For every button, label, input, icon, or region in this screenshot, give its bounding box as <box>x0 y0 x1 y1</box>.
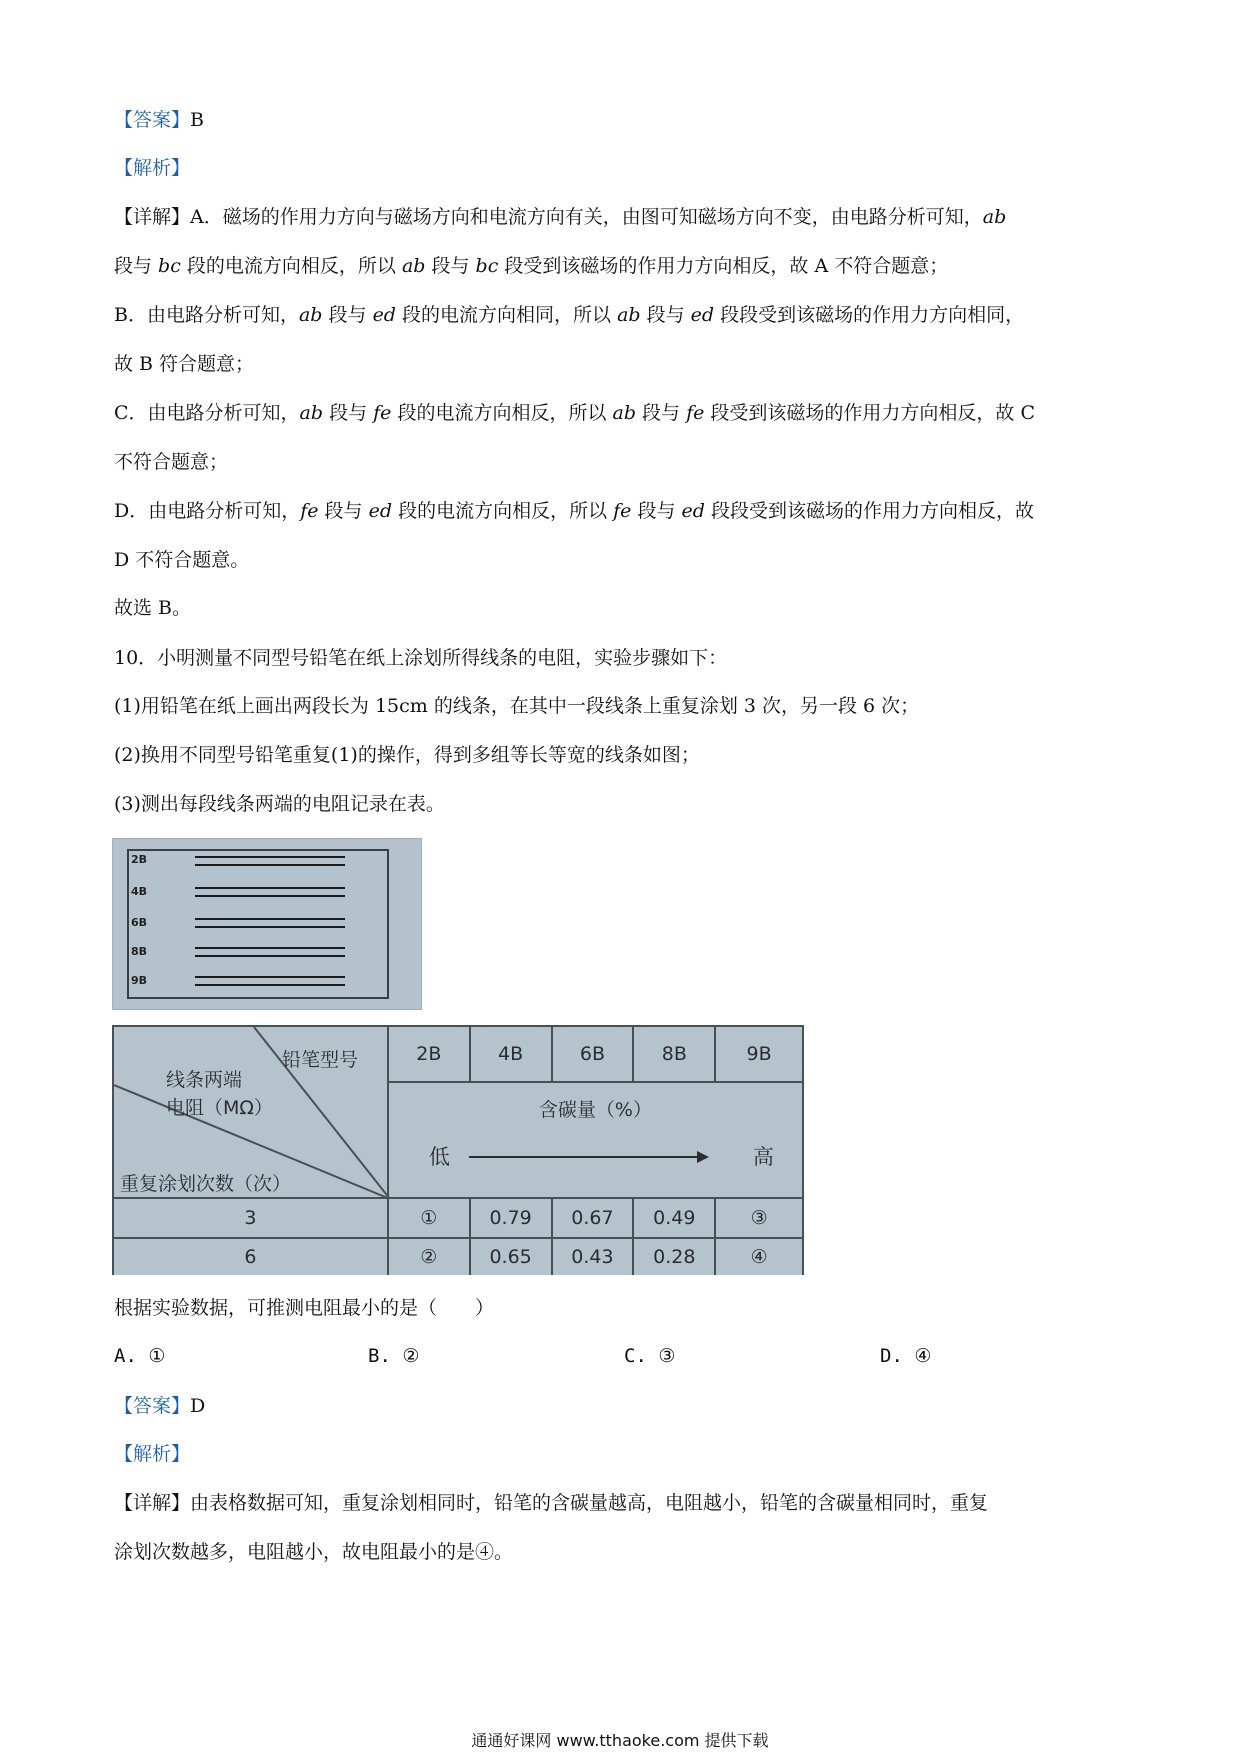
segment-label: fe <box>686 402 705 424</box>
q9-detail-line-2 <box>114 252 948 280</box>
segment-label: bc <box>475 255 499 277</box>
value-cell: ① <box>388 1198 470 1238</box>
q10-detail-line-1 <box>114 1489 988 1517</box>
question-text: 根据实验数据，可推测电阻最小的是（ ） <box>114 1297 495 1319</box>
detail-text: 段的电流方向相反，所以 <box>392 500 614 522</box>
pencil-label: 9B <box>131 974 148 987</box>
value-cell: 0.28 <box>633 1238 715 1275</box>
corner-header-count: 重复涂划次数（次） <box>120 1173 292 1195</box>
corner-header-resistance-2: 电阻（MΩ） <box>166 1097 273 1119</box>
pencil-line <box>195 984 345 986</box>
segment-label: ed <box>368 500 393 522</box>
q10-step-3 <box>114 790 445 818</box>
detail-text: 段与 <box>425 255 476 277</box>
answer-value: B <box>190 109 204 131</box>
q9-option-c-line-2 <box>114 448 228 476</box>
low-label: 低 <box>428 1145 450 1169</box>
pencil-label: 4B <box>131 885 148 898</box>
pencil-line <box>195 864 345 866</box>
detail-text: A．磁场的作用力方向与磁场方向和电流方向有关，由图可知磁场方向不变，由电路分析可知， <box>190 206 983 228</box>
pencil-label: 2B <box>131 853 148 866</box>
pencil-label: 6B <box>131 916 148 929</box>
step-text: (2)换用不同型号铅笔重复(1)的操作，得到多组等长等宽的线条如图； <box>114 744 700 766</box>
q10-analysis-tag <box>114 1440 190 1468</box>
step-text: (1)用铅笔在纸上画出两段长为 15cm 的线条，在其中一段线条上重复涂划 3 次，另一段 6 次； <box>114 695 920 717</box>
q9-analysis-tag <box>114 154 190 182</box>
table-corner-cell <box>113 1026 388 1198</box>
model-header: 2B <box>388 1026 470 1082</box>
value-cell: 0.49 <box>633 1198 715 1238</box>
model-header: 8B <box>633 1026 715 1082</box>
pencil-line <box>195 955 345 957</box>
detail-text: 段与 <box>631 500 682 522</box>
value-cell: ② <box>388 1238 470 1275</box>
detail-text: 段与 <box>114 255 159 277</box>
analysis-tag: 【解析】 <box>114 157 191 179</box>
pencil-line <box>195 918 345 920</box>
pencil-line <box>195 887 345 889</box>
segment-label: fe <box>300 500 319 522</box>
q10-step-1 <box>114 692 919 720</box>
stem-text: 10．小明测量不同型号铅笔在纸上涂划所得线条的电阻，实验步骤如下： <box>114 647 728 669</box>
page-footer: 通通好课网 www.tthaoke.com 提供下载 <box>471 1731 769 1750</box>
value-cell: 0.43 <box>552 1238 634 1275</box>
detail-text: 段与 <box>318 500 369 522</box>
value-cell: ③ <box>715 1198 803 1238</box>
detail-text: 段段受到该磁场的作用力方向相反，故 <box>704 500 1034 522</box>
corner-header-model: 铅笔型号 <box>282 1049 359 1071</box>
detail-text: 段段受到该磁场的作用力方向相同， <box>714 304 1025 326</box>
arrow-icon <box>469 1147 709 1167</box>
detail-text: B．由电路分析可知， <box>114 304 299 326</box>
segment-label: ab <box>401 255 426 277</box>
option-b[interactable]: B. ② <box>368 1345 420 1367</box>
segment-label: ab <box>299 402 324 424</box>
segment-label: ab <box>612 402 637 424</box>
option-c[interactable]: C. ③ <box>624 1345 676 1367</box>
detail-tag: 【详解】 <box>114 1492 191 1514</box>
q9-option-b-line-2 <box>114 350 254 378</box>
detail-tag: 【详解】 <box>114 206 191 228</box>
detail-text: 段与 <box>322 304 373 326</box>
analysis-tag: 【解析】 <box>114 1443 191 1465</box>
count-cell: 6 <box>113 1238 388 1275</box>
pencil-line <box>195 895 345 897</box>
carbon-label: 含碳量（%） <box>538 1099 652 1121</box>
option-a[interactable]: A. ① <box>114 1345 166 1367</box>
detail-text: 不符合题意； <box>114 451 229 473</box>
q9-option-d-line-1 <box>114 497 1034 525</box>
segment-label: fe <box>373 402 392 424</box>
answer-tag: 【答案】 <box>114 1395 191 1417</box>
step-text: (3)测出每段线条两端的电阻记录在表。 <box>114 793 445 815</box>
q9-option-d-line-2 <box>114 546 249 574</box>
count-cell: 3 <box>113 1198 388 1238</box>
detail-text: 段的电流方向相反，所以 <box>180 255 402 277</box>
pencil-line <box>195 976 345 978</box>
q10-step-2 <box>114 741 700 769</box>
q9-answer <box>114 106 204 134</box>
detail-text: 段的电流方向相反，所以 <box>391 402 613 424</box>
segment-label: ed <box>372 304 396 326</box>
value-cell: 0.67 <box>552 1198 634 1238</box>
corner-header-resistance-1: 线条两端 <box>166 1069 243 1091</box>
detail-text: 段与 <box>636 402 687 424</box>
q10-question <box>114 1294 494 1322</box>
value-cell: 0.79 <box>470 1198 552 1238</box>
high-label: 高 <box>752 1145 774 1169</box>
segment-label: ab <box>982 206 1007 228</box>
detail-text: 段与 <box>323 402 374 424</box>
detail-text: 段与 <box>640 304 691 326</box>
pencil-line <box>195 926 345 928</box>
segment-label: ed <box>681 500 705 522</box>
q9-option-b-line-1 <box>114 301 1024 329</box>
value-cell: ④ <box>715 1238 803 1275</box>
answer-tag: 【答案】 <box>114 109 191 131</box>
resistance-table <box>112 1025 804 1275</box>
model-header: 4B <box>470 1026 552 1082</box>
detail-text: 段的电流方向相同，所以 <box>395 304 618 326</box>
detail-text: 故 B 符合题意； <box>114 353 255 375</box>
q9-option-c-line-1 <box>114 399 1035 427</box>
detail-text: 段受到该磁场的作用力方向相反，故 A 不符合题意； <box>498 255 949 277</box>
detail-text: D．由电路分析可知， <box>114 500 301 522</box>
detail-text: 由表格数据可知，重复涂划相同时，铅笔的含碳量越高，电阻越小，铅笔的含碳量相同时，重复 <box>190 1492 989 1514</box>
q9-detail-line-1 <box>114 203 1006 231</box>
segment-label: ab <box>617 304 641 326</box>
segment-label: fe <box>613 500 632 522</box>
detail-text: D 不符合题意。 <box>114 549 250 571</box>
answer-value: D <box>190 1395 206 1417</box>
model-header: 6B <box>552 1026 634 1082</box>
conclusion-text: 故选 B。 <box>114 597 192 619</box>
pencil-lines-photo <box>112 838 422 1010</box>
segment-label: ab <box>298 304 323 326</box>
q10-detail-line-2 <box>114 1538 513 1566</box>
detail-text: 涂划次数越多，电阻越小，故电阻最小的是④。 <box>114 1541 514 1563</box>
option-d[interactable]: D. ④ <box>880 1345 932 1367</box>
segment-label: bc <box>158 255 181 277</box>
resistance-table-photo <box>112 1025 804 1275</box>
detail-text: C．由电路分析可知， <box>114 402 300 424</box>
q10-answer <box>114 1392 205 1420</box>
pencil-line <box>195 947 345 949</box>
pencil-label: 8B <box>131 945 148 958</box>
segment-label: ed <box>690 304 715 326</box>
q10-stem <box>114 644 727 672</box>
carbon-content-cell <box>388 1082 803 1198</box>
value-cell: 0.65 <box>470 1238 552 1275</box>
detail-text: 段受到该磁场的作用力方向相反，故 C <box>704 402 1036 424</box>
model-header: 9B <box>715 1026 803 1082</box>
pencil-line <box>195 856 345 858</box>
q9-conclusion <box>114 594 191 622</box>
